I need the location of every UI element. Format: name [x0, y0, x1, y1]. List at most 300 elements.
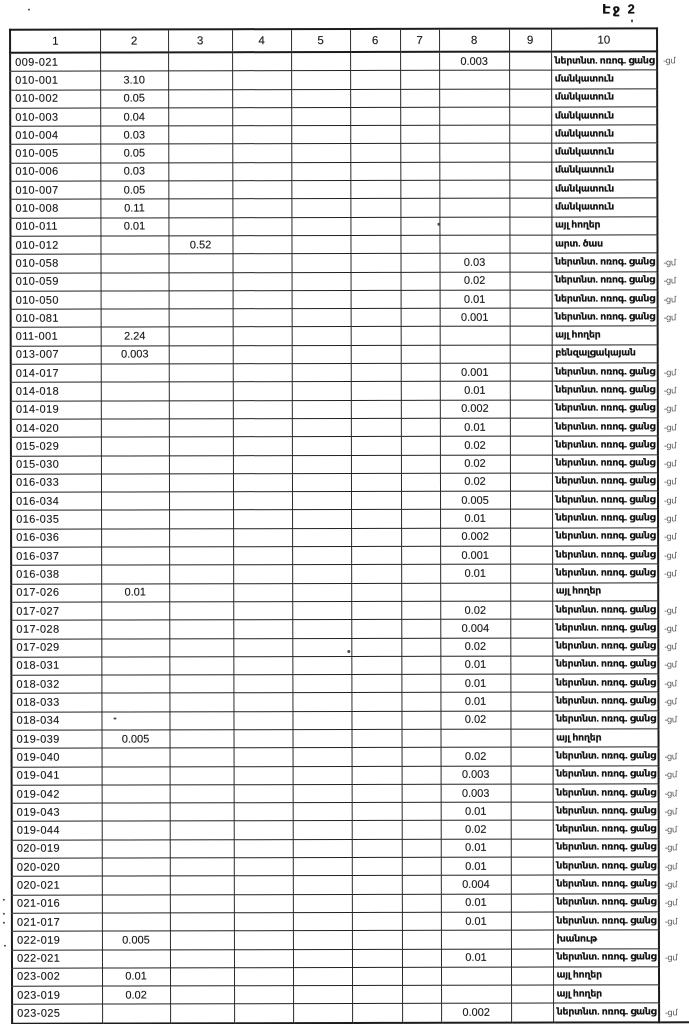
land-use-cell: ներտնտ. ոռոգ. ցանց	[552, 418, 658, 437]
value-cell-5	[292, 309, 351, 327]
value-cell-8: 0.02	[440, 473, 510, 491]
value-cell-5	[292, 290, 351, 308]
value-cell-4	[234, 858, 293, 876]
value-cell-5	[293, 839, 352, 857]
parcel-id-cell: 016-036	[11, 529, 101, 547]
value-cell-5	[292, 473, 351, 491]
margin-column	[657, 28, 689, 51]
value-cell-9	[511, 949, 553, 967]
value-cell-7	[402, 894, 441, 912]
value-cell-7	[400, 199, 439, 217]
value-cell-8: 0.01	[441, 949, 511, 967]
land-use-cell: ներտնտ. ոռոգ. ցանց	[552, 711, 658, 730]
table-row	[10, 107, 689, 127]
margin-note: -ցմ	[660, 858, 677, 874]
parcel-id-cell: 017-029	[11, 639, 101, 657]
value-cell-4	[234, 1004, 293, 1023]
margin-note: -ցմ	[660, 821, 677, 837]
value-cell-4	[232, 236, 291, 254]
value-cell-9	[510, 674, 552, 692]
value-cell-7	[401, 272, 440, 290]
parcel-id-cell: 020-020	[12, 858, 102, 876]
value-cell-3	[170, 968, 234, 986]
value-cell-5	[292, 492, 351, 510]
margin-note: -ցմ	[659, 638, 676, 654]
margin-note: -ցմ	[660, 840, 677, 856]
value-cell-6	[351, 382, 401, 400]
value-cell-7	[401, 363, 440, 381]
value-cell-2	[101, 455, 169, 473]
land-use-cell: ներտնտ. ոռոգ. ցանց	[553, 802, 659, 821]
value-cell-7	[401, 345, 440, 363]
table-row	[12, 893, 689, 913]
parcel-id-cell: 015-030	[11, 456, 101, 474]
value-cell-7	[400, 89, 439, 107]
value-cell-9	[510, 381, 552, 399]
value-cell-4	[233, 638, 292, 656]
table-row	[11, 509, 689, 529]
value-cell-9	[509, 180, 551, 198]
table-row	[11, 656, 689, 676]
value-cell-5	[292, 364, 351, 382]
value-cell-4	[233, 290, 292, 308]
value-cell-6	[352, 912, 402, 930]
parcel-id-cell: 014-020	[11, 419, 101, 437]
value-cell-3	[169, 528, 233, 546]
margin-note: -ցմ	[660, 876, 677, 892]
value-cell-3	[169, 327, 233, 345]
value-cell-3	[170, 803, 234, 821]
value-cell-2	[100, 236, 168, 254]
parcel-id-cell: 011-001	[11, 327, 101, 345]
value-cell-8	[440, 583, 510, 601]
value-cell-9	[511, 766, 553, 784]
value-cell-6	[352, 1004, 402, 1023]
value-cell-5	[292, 327, 351, 345]
value-cell-3	[170, 913, 234, 931]
land-use-cell: մանկատուն	[551, 125, 657, 144]
parcel-id-cell: 014-017	[11, 364, 101, 382]
value-cell-6	[352, 986, 402, 1004]
value-cell-3	[169, 272, 233, 290]
value-cell-6	[352, 766, 402, 784]
land-use-cell: ներտնտ. ոռոգ. ցանց	[552, 399, 658, 418]
value-cell-5	[292, 400, 351, 418]
value-cell-6	[352, 876, 402, 894]
value-cell-2	[101, 364, 169, 382]
value-cell-3	[169, 437, 233, 455]
scan-speck	[3, 913, 5, 915]
value-cell-4	[233, 675, 292, 693]
table-row	[11, 454, 689, 474]
parcel-id-cell: 022-019	[12, 931, 102, 949]
value-cell-3	[169, 620, 233, 638]
value-cell-5	[292, 656, 351, 674]
value-cell-6	[351, 528, 401, 546]
value-cell-4	[234, 766, 293, 784]
value-cell-8: 0.02	[440, 601, 510, 619]
value-cell-4	[234, 730, 293, 748]
value-cell-8: 0.01	[441, 894, 511, 912]
table-row	[11, 710, 689, 730]
value-cell-2	[102, 840, 170, 858]
value-cell-3	[168, 199, 232, 217]
value-cell-6	[351, 327, 401, 345]
parcel-id-cell: 014-018	[11, 382, 101, 400]
value-cell-6	[352, 857, 402, 875]
value-cell-8	[439, 144, 509, 162]
scan-speck	[631, 19, 633, 22]
value-cell-9	[511, 821, 553, 839]
margin-note: -ցմ	[659, 474, 676, 490]
value-cell-7	[401, 528, 440, 546]
value-cell-8: 0.01	[441, 912, 511, 930]
value-cell-4	[234, 876, 293, 894]
land-use-cell: ներտնտ. ոռոգ. ցանց	[552, 473, 658, 492]
parcel-id-cell: 016-035	[11, 510, 101, 528]
value-cell-9	[509, 198, 551, 216]
value-cell-2	[101, 254, 169, 272]
value-cell-2	[101, 675, 169, 693]
scan-speck	[3, 922, 5, 924]
parcel-id-cell: 018-034	[11, 712, 101, 730]
value-cell-6	[350, 217, 400, 235]
value-cell-9	[510, 692, 552, 710]
value-cell-5	[293, 803, 352, 821]
margin-note: -ցմ	[658, 53, 675, 69]
value-cell-7	[402, 839, 441, 857]
margin-note: -ցմ	[659, 382, 676, 398]
margin-note: -ցմ	[659, 291, 676, 307]
table-row	[12, 765, 689, 785]
table-row	[12, 857, 689, 877]
value-cell-4	[233, 620, 292, 638]
value-cell-2	[101, 419, 169, 437]
column-header-7: 7	[400, 29, 439, 52]
value-cell-4	[232, 52, 291, 71]
value-cell-2	[101, 638, 169, 656]
land-use-cell: մանկատուն	[551, 70, 657, 89]
value-cell-9	[510, 528, 552, 546]
value-cell-9	[511, 967, 553, 985]
value-cell-5	[292, 565, 351, 583]
value-cell-7	[400, 180, 439, 198]
table-row	[12, 930, 689, 950]
value-cell-6	[351, 345, 401, 363]
value-cell-2: 0.04	[100, 108, 168, 126]
land-use-cell: ներտնտ. ոռոգ. ցանց	[552, 619, 658, 638]
value-cell-4	[233, 547, 292, 565]
value-cell-4	[233, 327, 292, 345]
value-cell-6	[350, 89, 400, 107]
value-cell-8	[441, 930, 511, 948]
value-cell-2	[101, 272, 169, 290]
value-cell-7	[401, 327, 440, 345]
parcel-id-cell: 010-003	[10, 108, 100, 126]
value-cell-6	[352, 729, 402, 747]
value-cell-4	[234, 803, 293, 821]
value-cell-9	[509, 52, 551, 71]
value-cell-7	[401, 455, 440, 473]
value-cell-3	[170, 1004, 234, 1023]
land-use-cell: ներտնտ. ոռոգ. ցանց	[551, 51, 657, 70]
margin-note: -ցմ	[659, 309, 676, 325]
column-header-2: 2	[100, 29, 168, 52]
value-cell-4	[233, 510, 292, 528]
value-cell-6	[351, 638, 401, 656]
land-use-cell: ներտնտ. ոռոգ. ցանց	[552, 656, 658, 675]
value-cell-7	[402, 729, 441, 747]
value-cell-5	[291, 235, 350, 253]
value-cell-3	[169, 419, 233, 437]
value-cell-3	[168, 52, 232, 71]
value-cell-9	[510, 327, 552, 345]
value-cell-9	[511, 729, 553, 747]
value-cell-3	[168, 126, 232, 144]
value-cell-2: 0.03	[100, 163, 168, 181]
value-cell-7	[401, 601, 440, 619]
value-cell-3	[169, 675, 233, 693]
value-cell-6	[352, 967, 402, 985]
land-use-cell: մանկատուն	[551, 180, 657, 199]
land-use-cell: ներտնտ. ոռոգ. ցանց	[552, 436, 658, 455]
value-cell-5	[291, 71, 350, 89]
value-cell-5	[293, 876, 352, 894]
value-cell-3	[168, 89, 232, 107]
value-cell-6	[351, 583, 401, 601]
value-cell-5	[292, 675, 351, 693]
parcel-id-cell: 018-032	[11, 675, 101, 693]
column-header-6: 6	[350, 29, 400, 52]
value-cell-5	[292, 583, 351, 601]
column-header-4: 4	[232, 29, 291, 52]
value-cell-7	[401, 308, 440, 326]
table-row	[12, 967, 689, 987]
value-cell-8: 0.02	[440, 455, 510, 473]
value-cell-4	[233, 437, 292, 455]
value-cell-2	[102, 1004, 170, 1023]
margin-note: -ցմ	[660, 785, 677, 801]
table-row	[11, 271, 689, 291]
land-use-cell: արտ. ծաս	[551, 235, 657, 254]
value-cell-3	[169, 455, 233, 473]
value-cell-2: 0.03	[100, 126, 168, 144]
value-cell-2	[101, 474, 169, 492]
value-cell-6	[350, 180, 400, 198]
land-use-cell: ներտնտ. ոռոգ. ցանց	[553, 747, 659, 766]
value-cell-3	[170, 785, 234, 803]
value-cell-3	[168, 181, 232, 199]
land-use-cell: այլ հողեր	[552, 326, 658, 345]
value-cell-7	[401, 510, 440, 528]
value-cell-5	[292, 437, 351, 455]
table-row	[10, 162, 689, 182]
value-cell-9	[511, 857, 553, 875]
value-cell-8: 0.001	[440, 363, 510, 381]
value-cell-7	[401, 400, 440, 418]
land-use-cell: ներտնտ. ոռոգ. ցանց	[553, 857, 659, 876]
value-cell-5	[291, 126, 350, 144]
value-cell-4	[234, 949, 293, 967]
value-cell-5	[293, 967, 352, 985]
value-cell-7	[401, 693, 440, 711]
value-cell-3	[170, 730, 234, 748]
land-use-cell: ներտնտ. ոռոգ. ցանց	[552, 637, 658, 656]
value-cell-4	[233, 455, 292, 473]
parcel-id-cell: 010-005	[10, 144, 100, 162]
value-cell-7	[401, 382, 440, 400]
land-use-cell: այլ հողեր	[553, 985, 659, 1004]
value-cell-5	[293, 912, 352, 930]
value-cell-4	[233, 565, 292, 583]
value-cell-3	[168, 144, 232, 162]
parcel-id-cell: 016-033	[11, 474, 101, 492]
margin-note: -ցմ	[659, 675, 676, 691]
table-row	[11, 345, 689, 365]
value-cell-2	[101, 437, 169, 455]
value-cell-7	[400, 125, 439, 143]
value-cell-3	[169, 565, 233, 583]
value-cell-4	[233, 711, 292, 729]
table-row	[10, 88, 689, 108]
value-cell-6	[351, 254, 401, 272]
value-cell-7	[402, 821, 441, 839]
value-cell-8: 0.001	[440, 546, 510, 564]
value-cell-5	[292, 620, 351, 638]
margin-note: -ցմ	[660, 803, 677, 819]
land-use-cell: ներտնտ. ոռոգ. ցանց	[552, 363, 658, 382]
value-cell-5	[291, 181, 350, 199]
value-cell-4	[233, 473, 292, 491]
table-row	[12, 802, 689, 822]
value-cell-9	[510, 546, 552, 564]
value-cell-2	[101, 401, 169, 419]
value-cell-8: 0.01	[440, 564, 510, 582]
parcel-id-cell: 023-002	[12, 968, 102, 986]
value-cell-8: 0.02	[441, 747, 511, 765]
parcel-id-cell: 010-050	[11, 291, 101, 309]
table-row	[12, 985, 689, 1005]
value-cell-8: 0.002	[440, 400, 510, 418]
parcel-id-cell: 023-019	[12, 986, 102, 1004]
table-row	[11, 326, 689, 346]
table-row	[11, 473, 689, 493]
land-use-cell: մանկատուն	[551, 88, 657, 107]
value-cell-9	[510, 601, 552, 619]
value-cell-9	[511, 875, 553, 893]
value-cell-3	[170, 766, 234, 784]
parcel-id-cell: 010-059	[11, 273, 101, 291]
margin-note: -ցմ	[659, 437, 676, 453]
value-cell-6	[350, 71, 400, 89]
value-cell-4	[233, 602, 292, 620]
value-cell-5	[292, 711, 351, 729]
value-cell-9	[510, 711, 552, 729]
value-cell-7	[400, 71, 439, 89]
land-use-cell: ներտնտ. ոռոգ. ցանց	[552, 253, 658, 272]
value-cell-6	[351, 711, 401, 729]
value-cell-2	[101, 712, 169, 730]
value-cell-6	[351, 272, 401, 290]
margin-note: -ցմ	[659, 364, 676, 380]
value-cell-6	[351, 309, 401, 327]
parcel-id-cell: 018-033	[11, 693, 101, 711]
value-cell-6	[352, 821, 402, 839]
land-use-cell: ներտնտ. ոռոգ. ցանց	[553, 893, 659, 912]
value-cell-4	[232, 217, 291, 235]
value-cell-2: 0.05	[100, 181, 168, 199]
value-cell-4	[233, 693, 292, 711]
value-cell-8: 0.01	[440, 674, 510, 692]
table-row	[11, 692, 689, 712]
value-cell-9	[511, 1004, 553, 1023]
parcel-id-cell: 017-027	[11, 602, 101, 620]
page-number: Էջ 2	[602, 1, 637, 17]
parcel-id-cell: 020-021	[12, 876, 102, 894]
parcel-id-cell: 016-034	[11, 492, 101, 510]
margin-note: -ցմ	[659, 657, 676, 673]
margin-note: -ցմ	[660, 767, 677, 783]
value-cell-8	[439, 199, 509, 217]
parcel-id-cell: 019-042	[12, 785, 102, 803]
margin-note: -ցմ	[659, 254, 676, 270]
value-cell-4	[234, 986, 293, 1004]
value-cell-5	[293, 894, 352, 912]
value-cell-5	[292, 547, 351, 565]
value-cell-5	[291, 144, 350, 162]
value-cell-5	[292, 345, 351, 363]
value-cell-8: 0.003	[441, 784, 511, 802]
table-row	[10, 51, 689, 71]
parcel-id-cell: 019-040	[12, 748, 102, 766]
value-cell-9	[510, 436, 552, 454]
value-cell-6	[351, 418, 401, 436]
value-cell-4	[233, 345, 292, 363]
margin-note: -ցմ	[660, 748, 677, 764]
value-cell-6	[352, 803, 402, 821]
value-cell-4	[233, 419, 292, 437]
value-cell-7	[401, 711, 440, 729]
land-use-cell: ներտնտ. ոռոգ. ցանց	[552, 546, 658, 565]
value-cell-4	[234, 894, 293, 912]
value-cell-2	[102, 748, 170, 766]
margin-note: -ցմ	[659, 693, 676, 709]
value-cell-8	[439, 217, 509, 235]
parcel-id-cell: 009-021	[10, 53, 100, 72]
value-cell-9	[510, 564, 552, 582]
value-cell-6	[352, 839, 402, 857]
value-cell-9	[511, 747, 553, 765]
value-cell-6	[350, 162, 400, 180]
value-cell-3	[170, 931, 234, 949]
value-cell-9	[509, 107, 551, 125]
scan-speck	[28, 9, 30, 11]
parcel-id-cell: 021-016	[12, 895, 102, 913]
parcel-id-cell: 010-008	[10, 199, 100, 217]
table-row	[11, 381, 689, 401]
parcel-id-cell: 010-007	[10, 181, 100, 199]
land-use-cell: ներտնտ. ոռոգ. ցանց	[552, 509, 658, 528]
value-cell-7	[401, 418, 440, 436]
value-cell-8: 0.01	[441, 802, 511, 820]
value-cell-7	[401, 583, 440, 601]
value-cell-6	[352, 931, 402, 949]
table-row	[11, 290, 689, 310]
value-cell-4	[233, 528, 292, 546]
value-cell-9	[509, 144, 551, 162]
value-cell-8	[439, 162, 509, 180]
value-cell-9	[510, 583, 552, 601]
